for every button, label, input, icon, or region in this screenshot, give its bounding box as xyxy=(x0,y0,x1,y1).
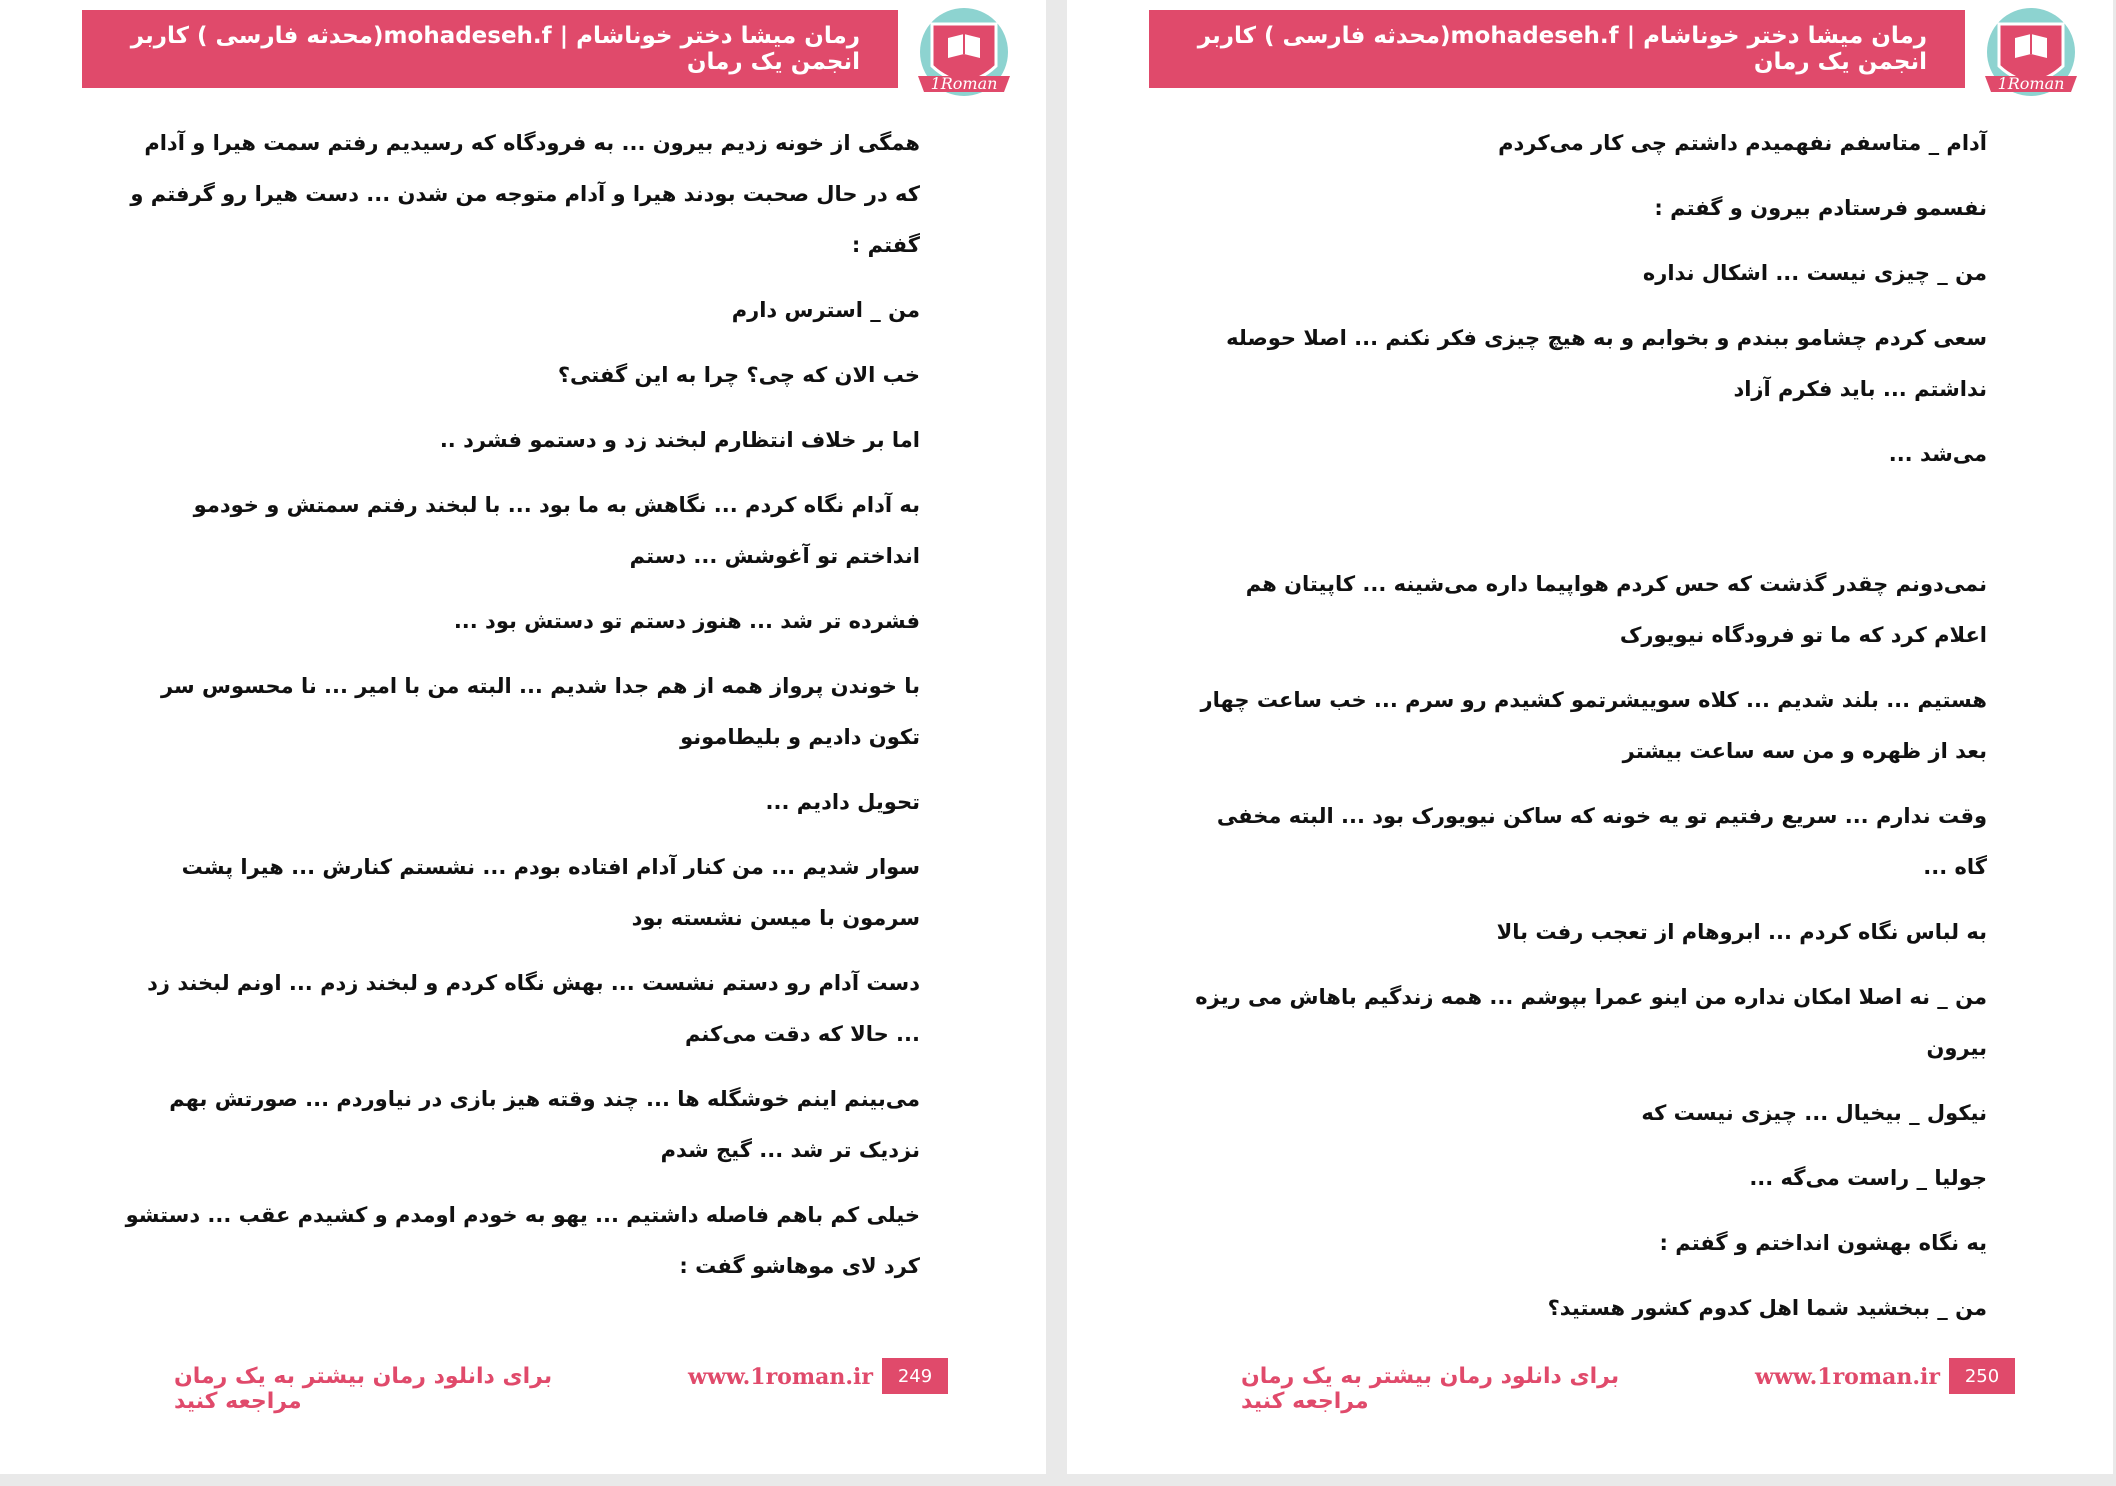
paragraph: خیلی کم باهم فاصله داشتیم ... یهو به خودم اومدم و کشیدم عقب ... دستشو کرد لای موهاشو گفت : xyxy=(125,1203,920,1278)
paragraph: همگی از خونه زدیم بیرون ... به فرودگاه که رسیدیم رفتم سمت هیرا و آدام که در حال صحبت بودند هیرا و آدام متوجه من شدن ... دست هیرا رو گرفتم و گفتم : xyxy=(130,131,920,257)
paragraph: می‌شد ... xyxy=(1888,442,1987,466)
svg-text:1Roman: 1Roman xyxy=(930,74,998,93)
paragraph: نفسمو فرستادم بیرون و گفتم : xyxy=(1654,196,1987,220)
paragraph: جولیا _ راست می‌گه ... xyxy=(1749,1166,1987,1190)
header-title: رمان میشا دختر خوناشام | mohadeseh.f(محدثه فارسی ) کاربر انجمن یک رمان xyxy=(130,23,860,75)
footer-slogan: برای دانلود رمان بیشتر به یک رمان مراجعه کنید xyxy=(174,1364,553,1414)
paragraph: سعی کردم چشامو ببندم و بخوابم و به هیچ چیزی فکر نکنم ... اصلا حوصله نداشتم ... باید فکرم آزاد xyxy=(1226,326,1987,401)
paragraph: من _ ببخشید شما اهل کدوم کشور هستید؟ xyxy=(1547,1296,1987,1320)
paragraph: با خوندن پرواز همه از هم جدا شدیم ... البته من با امیر ... نا محسوس سر تکون دادیم و بلیطامونو xyxy=(160,674,920,749)
page-header xyxy=(1149,10,1965,88)
svg-text:1Roman: 1Roman xyxy=(1997,74,2065,93)
paragraph: سوار شدیم ... من کنار آدام افتاده بودم ... نشستم کنارش ... هیرا پشت سرمون با میسن نشسته بود xyxy=(181,855,920,930)
paragraph: من _ استرس دارم xyxy=(731,298,920,322)
paragraph: وقت ندارم ... سریع رفتیم تو یه خونه که ساکن نیویورک بود ... البته مخفی گاه ... xyxy=(1216,804,1987,879)
paragraph: تحویل دادیم ... xyxy=(765,790,920,814)
page-text xyxy=(1187,118,1987,1348)
paragraph: نیکول _ بیخیال ... چیزی نیست که xyxy=(1641,1101,1987,1125)
page-250 xyxy=(1067,0,2113,1474)
1roman-logo-icon xyxy=(908,4,1020,108)
blank-line xyxy=(1187,494,1987,545)
page-text xyxy=(120,118,920,1306)
header-title: رمان میشا دختر خوناشام | mohadeseh.f(محدثه فارسی ) کاربر انجمن یک رمان xyxy=(1197,23,1927,75)
paragraph: فشرده تر شد ... هنوز دستم تو دستش بود ... xyxy=(453,609,920,633)
paragraph: نمی‌دونم چقدر گذشت که حس کردم هواپیما داره می‌شینه ... کاپیتان هم اعلام کرد که ما تو فرودگاه نیویورک xyxy=(1245,572,1987,647)
paragraph: من _ نه اصلا امکان نداره من اینو عمرا بپوشم ... همه زندگیم باهاش می ریزه بیرون xyxy=(1195,985,1987,1060)
page-footer xyxy=(1067,1358,2113,1414)
footer-slogan: برای دانلود رمان بیشتر به یک رمان مراجعه کنید xyxy=(1241,1364,1620,1414)
paragraph: دست آدام رو دستم نشست ... بهش نگاه کردم و لبخند زدم ... اونم لبخند زد ... حالا که دقت می‌کنم xyxy=(147,971,920,1046)
1roman-logo-icon xyxy=(1975,4,2087,108)
footer-site-link[interactable]: www.1roman.ir xyxy=(1755,1364,1940,1390)
paragraph: اما بر خلاف انتظارم لبخند زد و دستمو فشرد .. xyxy=(439,428,920,452)
page-header xyxy=(82,10,898,88)
page-249 xyxy=(0,0,1046,1474)
paragraph: هستیم ... بلند شدیم ... کلاه سوییشرتمو کشیدم رو سرم ... خب ساعت چهار بعد از ظهره و من سه ساعت بیشتر xyxy=(1200,688,1987,763)
page-number: 250 xyxy=(1949,1358,2015,1394)
page-number: 249 xyxy=(882,1358,948,1394)
paragraph: آدام _ متاسفم نفهمیدم داشتم چی کار می‌کردم xyxy=(1498,131,1987,155)
paragraph: می‌بینم اینم خوشگله ها ... چند وقته هیز بازی در نیاوردم ... صورتش بهم نزدیک تر شد ... گیج شدم xyxy=(169,1087,920,1162)
footer-site-link[interactable]: www.1roman.ir xyxy=(688,1364,873,1390)
paragraph: به لباس نگاه کردم ... ابروهام از تعجب رفت بالا xyxy=(1496,920,1987,944)
paragraph: به آدام نگاه کردم ... نگاهش به ما بود ... با لبخند رفتم سمتش و خودمو انداختم تو آغوشش ... دستم xyxy=(193,493,920,568)
paragraph: خب الان که چی؟ چرا به این گفتی؟ xyxy=(557,363,920,387)
page-footer xyxy=(0,1358,1046,1414)
paragraph: یه نگاه بهشون انداختم و گفتم : xyxy=(1659,1231,1987,1255)
paragraph: من _ چیزی نیست ... اشکال نداره xyxy=(1642,261,1987,285)
